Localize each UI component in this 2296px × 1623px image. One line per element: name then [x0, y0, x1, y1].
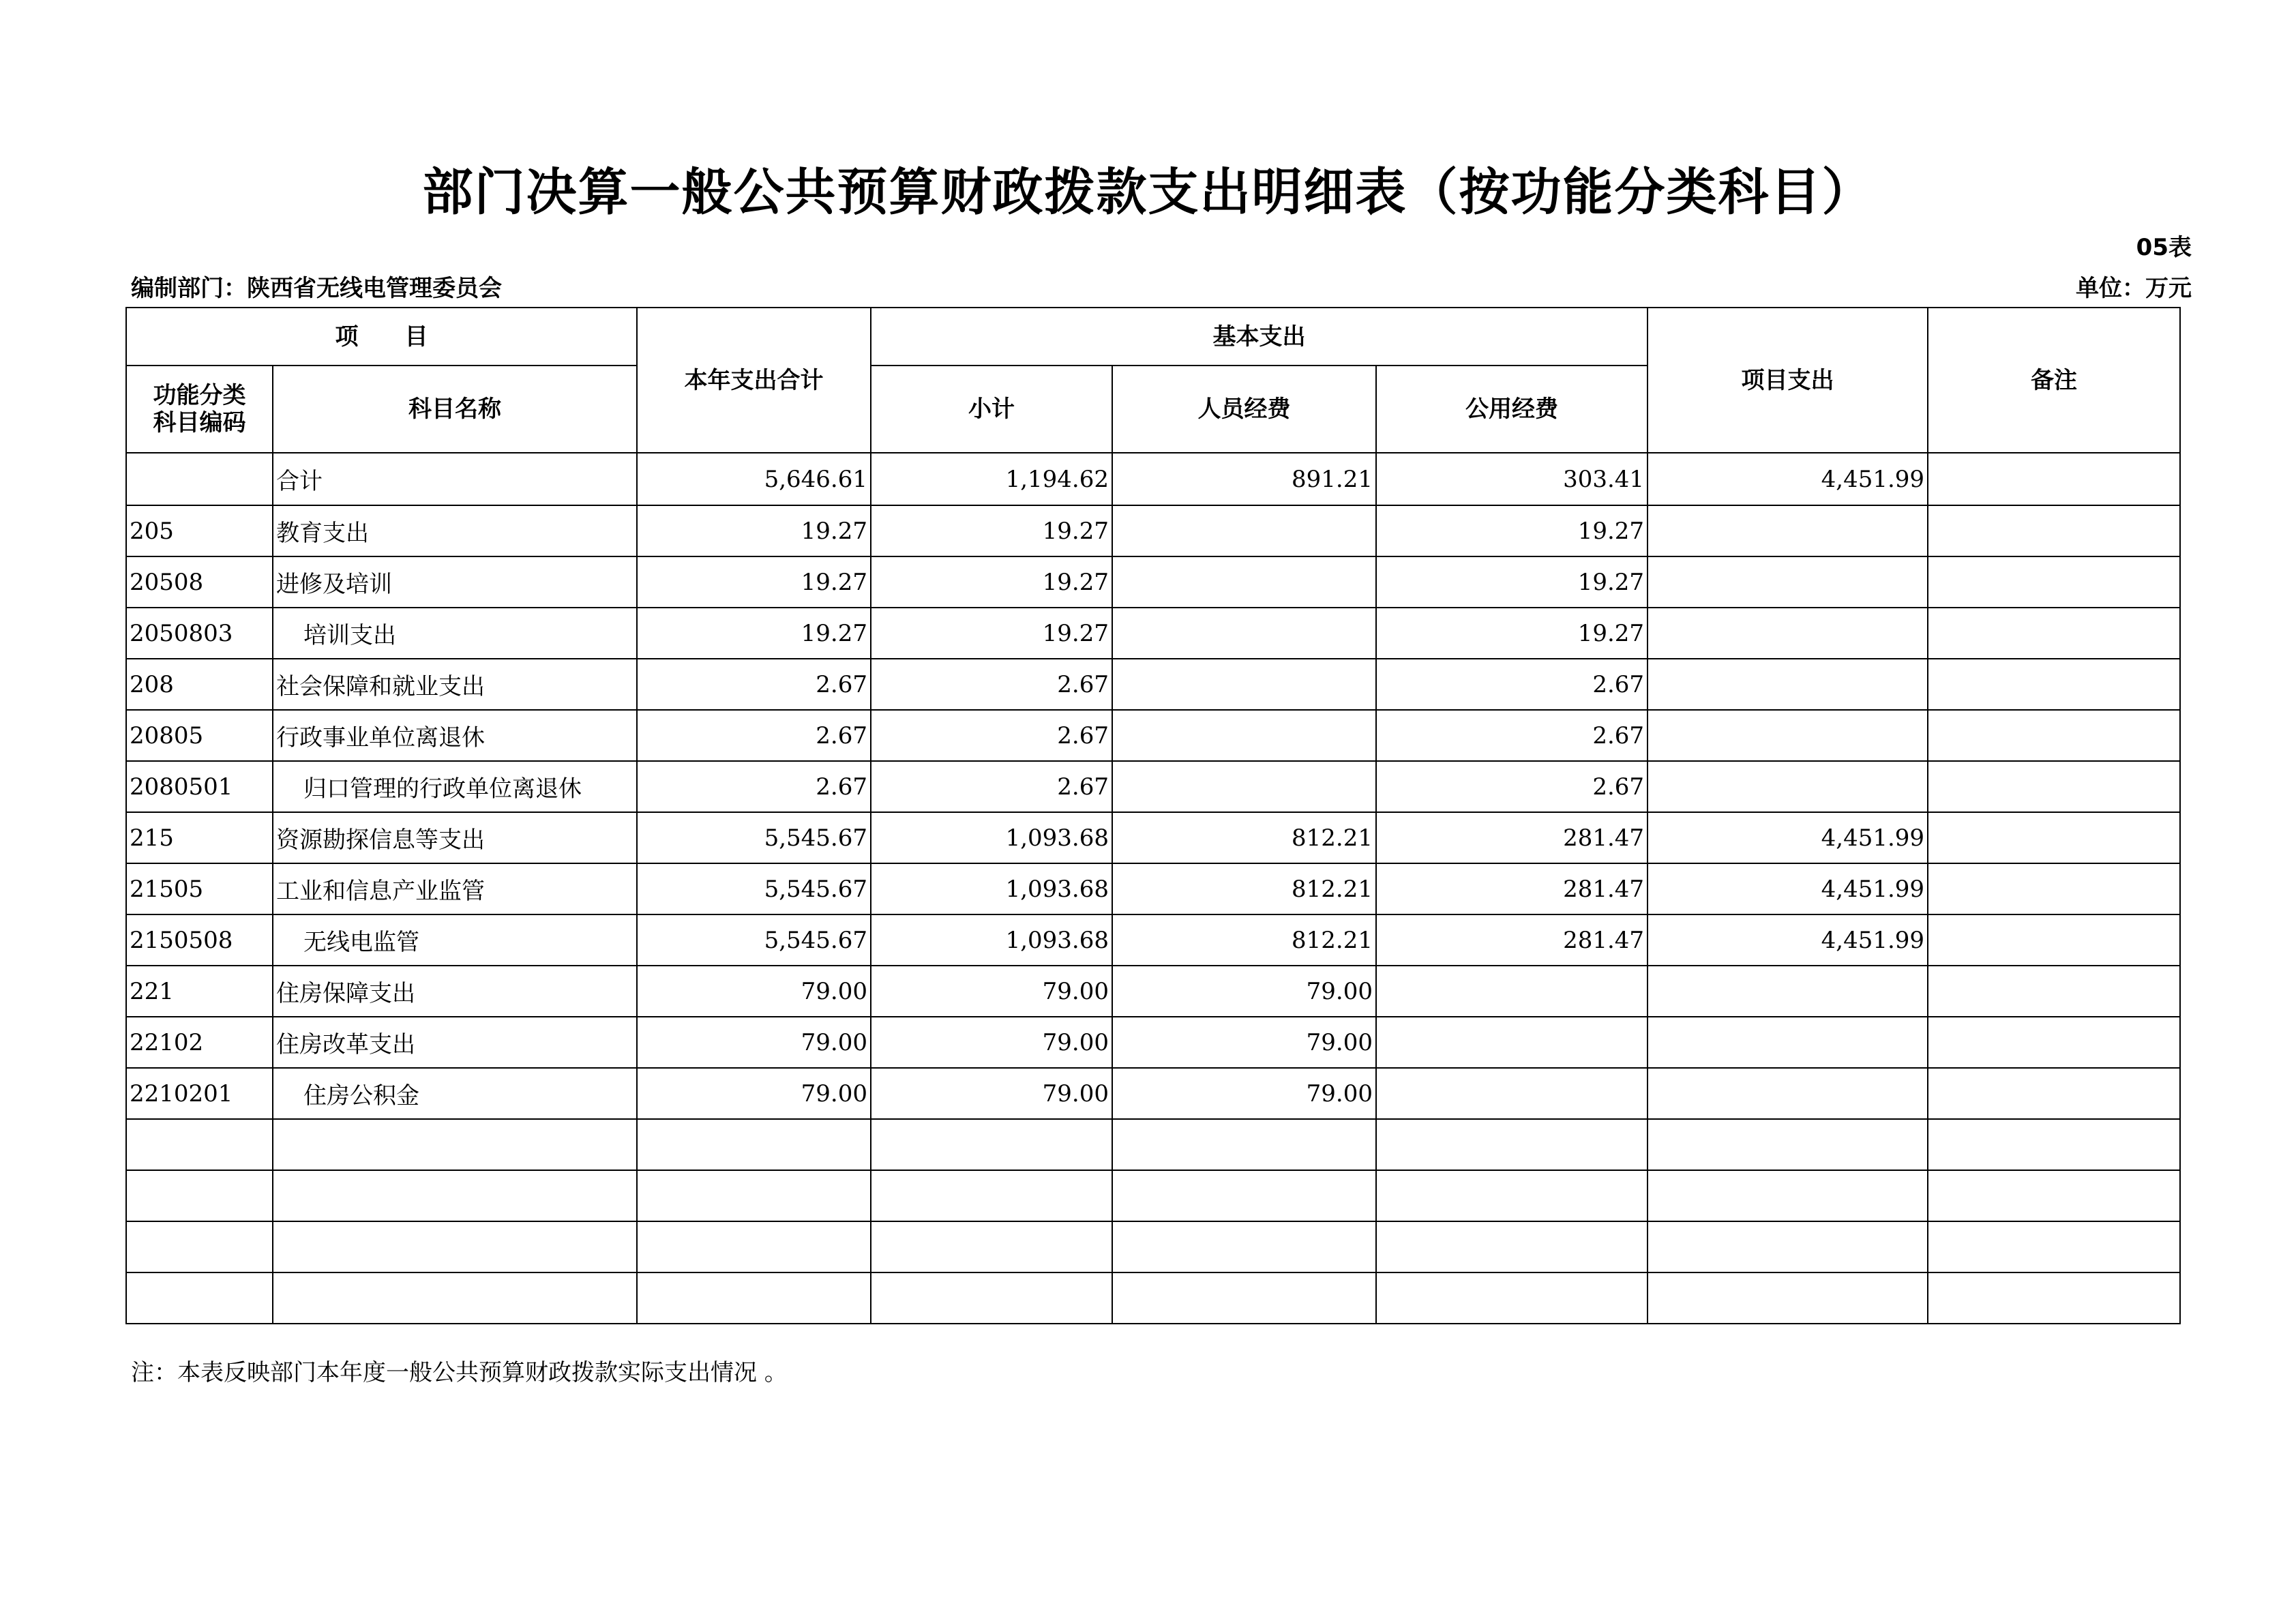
- cell-name: [273, 1119, 637, 1170]
- cell-code: 22102: [126, 1017, 273, 1068]
- cell-public: 281.47: [1376, 914, 1648, 966]
- cell-public: 19.27: [1376, 505, 1648, 556]
- cell-total: 79.00: [637, 966, 871, 1017]
- cell-code: [126, 1272, 273, 1324]
- cell-code: 2150508: [126, 914, 273, 966]
- form-number: 05表: [2136, 234, 2192, 261]
- cell-name: 归口管理的行政单位离退休: [273, 761, 637, 812]
- cell-project: 4,451.99: [1648, 863, 1928, 914]
- cell-subtotal: [871, 1272, 1112, 1324]
- cell-total: [637, 1119, 871, 1170]
- cell-code: 21505: [126, 863, 273, 914]
- cell-code: [126, 1221, 273, 1272]
- header-project: 项目支出: [1648, 308, 1928, 453]
- cell-code: [126, 1170, 273, 1221]
- cell-project: [1648, 1170, 1928, 1221]
- cell-code: 221: [126, 966, 273, 1017]
- cell-name: 行政事业单位离退休: [273, 710, 637, 761]
- header-public: 公用经费: [1376, 366, 1648, 453]
- cell-public: [1376, 1272, 1648, 1324]
- cell-project: [1648, 966, 1928, 1017]
- cell-name: 合计: [273, 453, 637, 505]
- cell-personnel: 812.21: [1112, 914, 1376, 966]
- cell-public: [1376, 1221, 1648, 1272]
- cell-subtotal: 2.67: [871, 659, 1112, 710]
- header-name: 科目名称: [273, 366, 637, 453]
- cell-personnel: [1112, 1272, 1376, 1324]
- cell-total: 2.67: [637, 659, 871, 710]
- cell-project: [1648, 556, 1928, 608]
- cell-subtotal: 2.67: [871, 761, 1112, 812]
- cell-remark: [1928, 505, 2180, 556]
- cell-subtotal: 1,194.62: [871, 453, 1112, 505]
- cell-personnel: [1112, 1119, 1376, 1170]
- table-row: [126, 812, 2180, 863]
- cell-subtotal: [871, 1170, 1112, 1221]
- header-code: 功能分类 科目编码: [126, 366, 273, 453]
- header-subtotal: 小计: [871, 366, 1112, 453]
- cell-subtotal: 19.27: [871, 505, 1112, 556]
- cell-total: 19.27: [637, 505, 871, 556]
- cell-subtotal: [871, 1119, 1112, 1170]
- cell-project: 4,451.99: [1648, 453, 1928, 505]
- table-row: [126, 966, 2180, 1017]
- cell-name: 无线电监管: [273, 914, 637, 966]
- cell-code: 2080501: [126, 761, 273, 812]
- cell-name: 住房公积金: [273, 1068, 637, 1119]
- cell-total: 19.27: [637, 608, 871, 659]
- cell-code: 2050803: [126, 608, 273, 659]
- cell-remark: [1928, 1221, 2180, 1272]
- cell-public: 2.67: [1376, 659, 1648, 710]
- cell-personnel: [1112, 1221, 1376, 1272]
- cell-personnel: [1112, 659, 1376, 710]
- cell-name: 工业和信息产业监管: [273, 863, 637, 914]
- cell-public: 2.67: [1376, 761, 1648, 812]
- cell-total: 19.27: [637, 556, 871, 608]
- cell-remark: [1928, 710, 2180, 761]
- header-total: 本年支出合计: [637, 308, 871, 453]
- cell-public: 19.27: [1376, 556, 1648, 608]
- cell-personnel: 812.21: [1112, 863, 1376, 914]
- cell-project: [1648, 1221, 1928, 1272]
- cell-name: 住房改革支出: [273, 1017, 637, 1068]
- cell-subtotal: 79.00: [871, 1068, 1112, 1119]
- cell-code: 205: [126, 505, 273, 556]
- cell-public: [1376, 1068, 1648, 1119]
- cell-name: 教育支出: [273, 505, 637, 556]
- cell-project: 4,451.99: [1648, 914, 1928, 966]
- cell-personnel: [1112, 761, 1376, 812]
- cell-code: 208: [126, 659, 273, 710]
- cell-remark: [1928, 556, 2180, 608]
- cell-project: [1648, 659, 1928, 710]
- cell-name: 培训支出: [273, 608, 637, 659]
- expenditure-table: [125, 307, 2181, 1324]
- table-row: [126, 1068, 2180, 1119]
- cell-personnel: [1112, 505, 1376, 556]
- cell-remark: [1928, 1017, 2180, 1068]
- cell-project: [1648, 1017, 1928, 1068]
- table-row: [126, 1119, 2180, 1170]
- table-row: [126, 659, 2180, 710]
- page-title: 部门决算一般公共预算财政拨款支出明细表（按功能分类科目）: [422, 163, 1874, 222]
- header-personnel: 人员经费: [1112, 366, 1376, 453]
- cell-public: [1376, 966, 1648, 1017]
- cell-total: [637, 1221, 871, 1272]
- cell-remark: [1928, 1272, 2180, 1324]
- cell-public: [1376, 1017, 1648, 1068]
- cell-remark: [1928, 608, 2180, 659]
- cell-remark: [1928, 812, 2180, 863]
- cell-project: [1648, 761, 1928, 812]
- header-basic: 基本支出: [871, 308, 1648, 366]
- table-row: [126, 505, 2180, 556]
- cell-name: [273, 1170, 637, 1221]
- cell-personnel: [1112, 710, 1376, 761]
- table-row: [126, 914, 2180, 966]
- cell-code: 20508: [126, 556, 273, 608]
- table-row: [126, 863, 2180, 914]
- table-row-total: [126, 453, 2180, 505]
- cell-remark: [1928, 659, 2180, 710]
- table-row: [126, 1272, 2180, 1324]
- cell-subtotal: 1,093.68: [871, 863, 1112, 914]
- department-label: 编制部门：陕西省无线电管理委员会: [131, 275, 502, 302]
- cell-public: 19.27: [1376, 608, 1648, 659]
- cell-personnel: 79.00: [1112, 1068, 1376, 1119]
- cell-project: [1648, 710, 1928, 761]
- cell-total: [637, 1272, 871, 1324]
- cell-project: [1648, 1119, 1928, 1170]
- cell-name: [273, 1221, 637, 1272]
- cell-project: [1648, 505, 1928, 556]
- cell-subtotal: 19.27: [871, 608, 1112, 659]
- cell-subtotal: [871, 1221, 1112, 1272]
- cell-name: 进修及培训: [273, 556, 637, 608]
- cell-code: 20805: [126, 710, 273, 761]
- cell-personnel: 891.21: [1112, 453, 1376, 505]
- cell-subtotal: 2.67: [871, 710, 1112, 761]
- table-row: [126, 1017, 2180, 1068]
- cell-public: 303.41: [1376, 453, 1648, 505]
- cell-subtotal: 79.00: [871, 1017, 1112, 1068]
- table-body: [126, 453, 2180, 1324]
- cell-total: 5,646.61: [637, 453, 871, 505]
- table-row: [126, 710, 2180, 761]
- cell-personnel: [1112, 608, 1376, 659]
- cell-name: 住房保障支出: [273, 966, 637, 1017]
- cell-name: 资源勘探信息等支出: [273, 812, 637, 863]
- table-row: [126, 1170, 2180, 1221]
- cell-code: [126, 1119, 273, 1170]
- cell-total: 5,545.67: [637, 914, 871, 966]
- cell-remark: [1928, 761, 2180, 812]
- cell-code: 215: [126, 812, 273, 863]
- cell-subtotal: 1,093.68: [871, 914, 1112, 966]
- cell-subtotal: 1,093.68: [871, 812, 1112, 863]
- cell-total: 79.00: [637, 1017, 871, 1068]
- cell-remark: [1928, 1170, 2180, 1221]
- cell-personnel: 812.21: [1112, 812, 1376, 863]
- cell-public: 2.67: [1376, 710, 1648, 761]
- cell-personnel: [1112, 1170, 1376, 1221]
- cell-total: 2.67: [637, 761, 871, 812]
- unit-label: 单位：万元: [2076, 275, 2192, 302]
- cell-name: 社会保障和就业支出: [273, 659, 637, 710]
- cell-remark: [1928, 453, 2180, 505]
- cell-remark: [1928, 863, 2180, 914]
- cell-total: 79.00: [637, 1068, 871, 1119]
- cell-total: 5,545.67: [637, 863, 871, 914]
- cell-name: [273, 1272, 637, 1324]
- table-row: [126, 761, 2180, 812]
- cell-project: [1648, 1068, 1928, 1119]
- cell-personnel: 79.00: [1112, 1017, 1376, 1068]
- header-remark: 备注: [1928, 308, 2180, 453]
- cell-public: [1376, 1170, 1648, 1221]
- cell-remark: [1928, 966, 2180, 1017]
- table-row: [126, 608, 2180, 659]
- cell-remark: [1928, 1119, 2180, 1170]
- cell-project: [1648, 608, 1928, 659]
- table-row: [126, 1221, 2180, 1272]
- cell-public: [1376, 1119, 1648, 1170]
- cell-project: 4,451.99: [1648, 812, 1928, 863]
- cell-remark: [1928, 1068, 2180, 1119]
- cell-code: [126, 453, 273, 505]
- cell-total: 5,545.67: [637, 812, 871, 863]
- cell-subtotal: 19.27: [871, 556, 1112, 608]
- cell-total: [637, 1170, 871, 1221]
- cell-public: 281.47: [1376, 863, 1648, 914]
- cell-total: 2.67: [637, 710, 871, 761]
- cell-project: [1648, 1272, 1928, 1324]
- header-item: 项 目: [126, 308, 637, 366]
- cell-personnel: 79.00: [1112, 966, 1376, 1017]
- cell-personnel: [1112, 556, 1376, 608]
- footnote: 注：本表反映部门本年度一般公共预算财政拨款实际支出情况 。: [131, 1359, 788, 1386]
- cell-public: 281.47: [1376, 812, 1648, 863]
- cell-remark: [1928, 914, 2180, 966]
- cell-code: 2210201: [126, 1068, 273, 1119]
- table-row: [126, 556, 2180, 608]
- cell-subtotal: 79.00: [871, 966, 1112, 1017]
